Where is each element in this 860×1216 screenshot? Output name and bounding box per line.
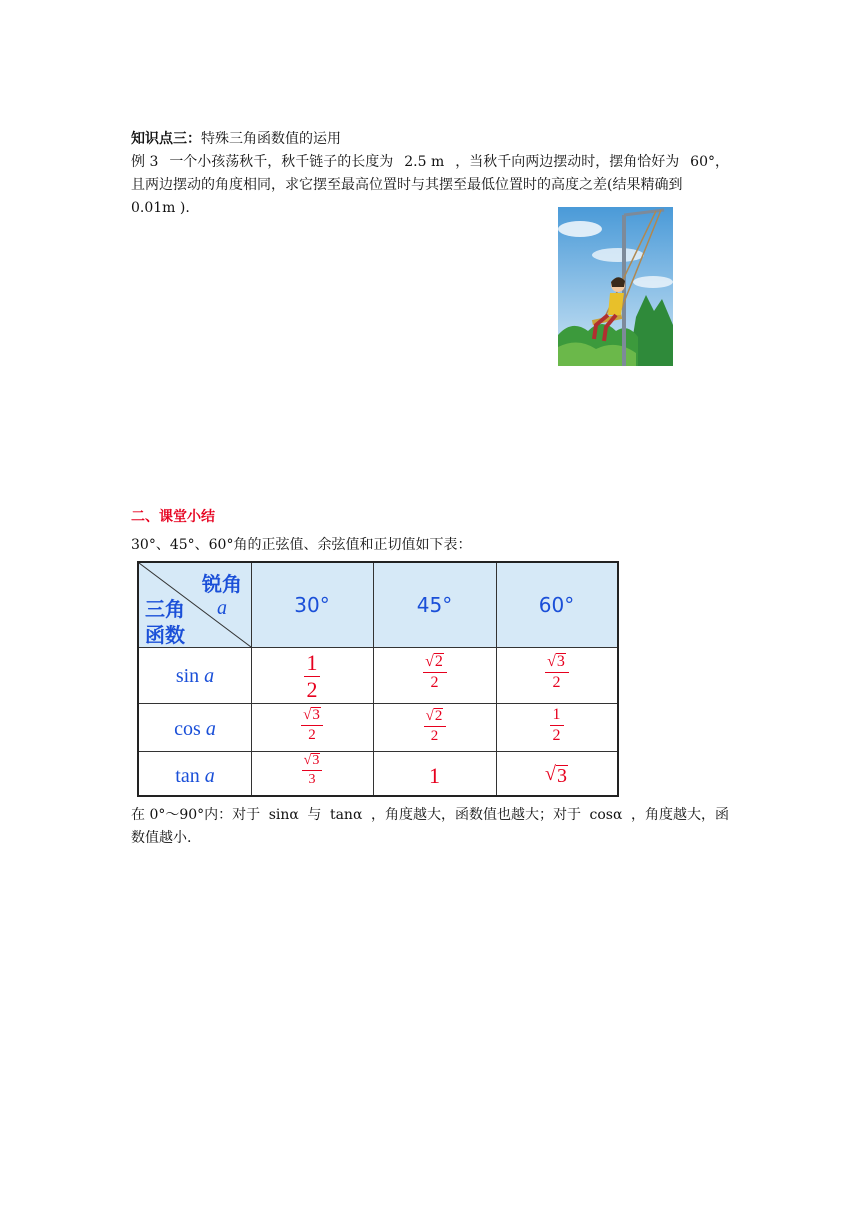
- corner-top-var: a: [217, 597, 227, 619]
- conclusion-text: 在 0°～90°内：对于: [131, 807, 261, 823]
- value-tan-60: √ 3: [545, 763, 567, 787]
- example-line-1: [131, 153, 729, 171]
- corner-left-label-2: 函数: [145, 623, 185, 647]
- row-label-sin: sin a: [175, 665, 215, 687]
- trig-values-table: [137, 561, 619, 797]
- section-heading: [131, 130, 341, 148]
- conclusion-fn-sin: sinα: [268, 807, 299, 823]
- row-label-cos: cos a: [174, 718, 216, 740]
- example-label: 例 3: [131, 154, 159, 170]
- angle-header-45: 45°: [416, 593, 453, 617]
- row-label-tan: tan a: [175, 765, 215, 787]
- section-heading-text: 特殊三角函数值的运用: [201, 131, 341, 147]
- conclusion-fn-cos: cosα: [589, 807, 623, 823]
- conclusion-fn-tan: tanα: [329, 807, 363, 823]
- conclusion-text: ，角度越大，函数值也越大；对于: [370, 807, 581, 823]
- example-text: 一个小孩荡秋千，秋千链子的长度为: [169, 154, 394, 170]
- value-sin-60: √ 3 2: [496, 647, 617, 703]
- value-cos-60: 1 2: [496, 703, 617, 751]
- corner-left-label-1: 三角: [145, 597, 185, 621]
- example-text: ，当秋千向两边摆动时，摆角恰好为: [455, 154, 680, 170]
- angle-header-60: 60°: [538, 593, 575, 617]
- conclusion-line-2: 数值越小.: [131, 830, 192, 846]
- value-tan-45: 1: [429, 763, 440, 788]
- example-length: 2.5 m: [404, 154, 445, 170]
- value-sin-30: 1 2: [251, 647, 373, 703]
- value-sin-45: √ 2 2: [373, 647, 496, 703]
- value-cos-30: √ 3 2: [251, 703, 373, 751]
- value-cos-45: √ 2 2: [373, 703, 496, 751]
- section-heading-label: 知识点三：: [131, 131, 201, 147]
- example-line-3: 0.01m ).: [131, 200, 190, 216]
- conclusion-text: ，角度越大，函: [630, 807, 729, 823]
- example-line-2: 且两边摆动的角度相同，求它摆至最高位置时与其摆至最低位置时的高度之差(结果精确到: [131, 177, 683, 193]
- conclusion-text: 与: [307, 807, 322, 823]
- value-tan-30: √ 3 3: [251, 751, 373, 795]
- summary-intro: 30°、45°、60°角的正弦值、余弦值和正切值如下表：: [131, 537, 472, 553]
- corner-top-label: 锐角: [202, 572, 242, 596]
- conclusion-line-1: [131, 806, 729, 824]
- swing-illustration: [558, 207, 673, 366]
- angle-header-30: 30°: [294, 593, 330, 617]
- example-angle: 60°，: [690, 154, 729, 170]
- summary-heading: 二、课堂小结: [131, 509, 215, 525]
